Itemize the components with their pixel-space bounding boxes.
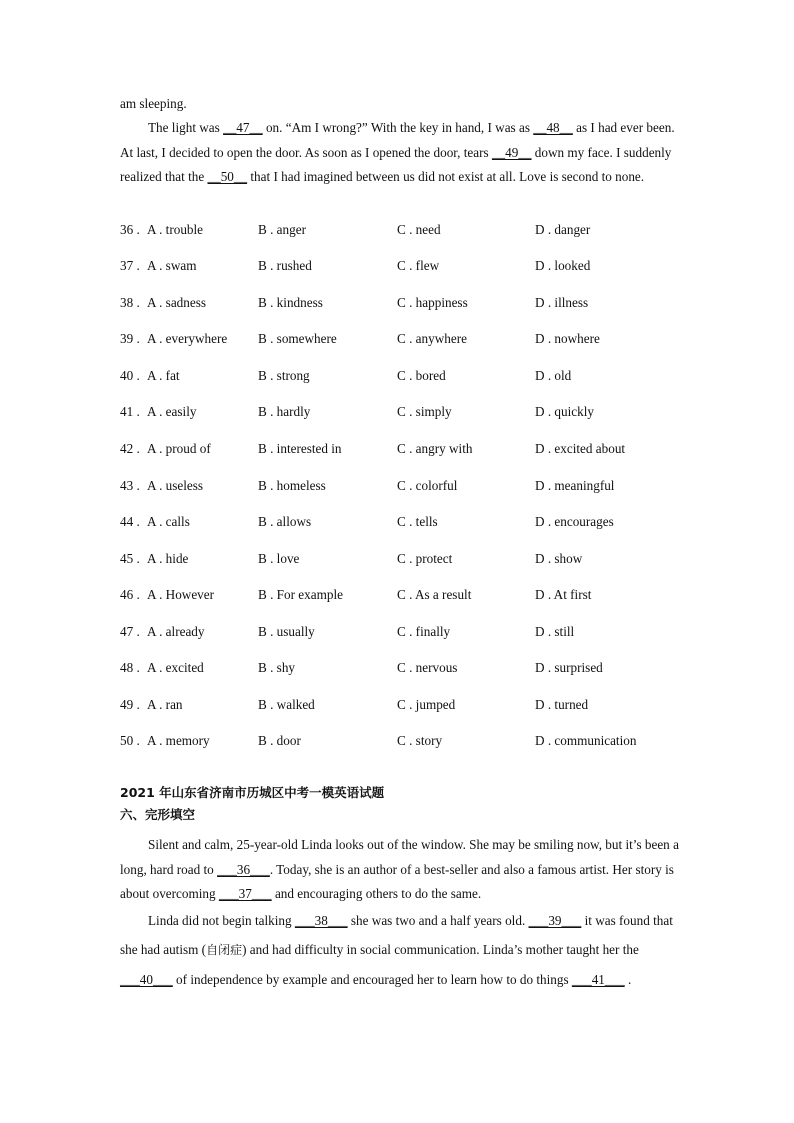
section-subtitle: 六、完形填空 [120,807,196,822]
question-row [120,368,680,388]
option-a: A . everywhere [147,331,228,346]
option-c: C . anywhere [397,331,467,346]
passage-line [120,92,680,117]
passage-text: . Today, she is an author of a best-seller and also a famous artist. Her story is about overcoming [120,861,674,901]
option-a: A . excited [147,660,204,675]
question-number: 44 . [120,514,140,529]
question-number: 39 . [120,331,140,346]
passage-text: it was found that she had autism ( [120,913,673,957]
passage-text: Silent and calm, 25-year-old Linda looks out of the window. She may be smiling now, but it’s been a long, hard road to [120,837,679,877]
question-row [120,441,680,461]
option-d: D . turned [535,697,589,712]
option-b: B . shy [258,660,296,675]
passage-text: as I had ever been. At last, I decided to open the door. As soon as I opened the door, tears [120,120,675,160]
question-row [120,258,680,278]
section-title: 2021 年山东省济南市历城区中考一模英语试题 [120,785,385,800]
option-d: D . encourages [535,514,614,529]
blank-40: ___40___ [120,972,173,987]
question-number: 37 . [120,258,140,273]
passage-paragraph [120,833,680,907]
option-d: D . old [535,368,572,383]
autism-chinese-term: 自闭症 [206,943,243,957]
option-d: D . danger [535,222,591,237]
question-number: 38 . [120,295,140,310]
option-d: D . meaningful [535,478,615,493]
passage-text: on. “Am I wrong?” With the key in hand, I was as [262,120,534,135]
option-b: B . For example [258,587,343,602]
blank-38: ___38___ [294,913,348,928]
blank-49: __49__ [491,144,532,160]
passage-text: am sleeping. [120,96,187,111]
option-c: C . story [397,733,443,748]
blank-39: ___39___ [528,913,582,928]
question-row [120,697,680,717]
blank-48: __48__ [533,120,573,135]
option-a: A . proud of [147,441,211,456]
question-row [120,331,680,351]
option-a: A . memory [147,733,210,748]
question-number: 45 . [120,551,140,566]
passage-text: of independence by example and encouraged her to learn how to do things [172,972,572,987]
question-row [120,222,680,242]
option-c: C . nervous [397,660,458,675]
question-number: 48 . [120,660,140,675]
option-c: C . bored [397,368,446,383]
question-row [120,514,680,534]
passage-text: she was two and a half years old. [347,913,529,928]
option-a: A . already [147,624,205,639]
passage-text: down my face. I suddenly realized that the [120,144,672,184]
question-number: 46 . [120,587,140,602]
option-b: B . allows [258,514,312,529]
option-c: C . flew [397,258,440,273]
option-c: C . need [397,222,441,237]
option-d: D . communication [535,733,637,748]
option-b: B . homeless [258,478,326,493]
option-a: A . ran [147,697,183,712]
option-a: A . useless [147,478,204,493]
option-b: B . love [258,551,300,566]
option-c: C . finally [397,624,451,639]
question-number: 47 . [120,624,140,639]
passage-paragraph [120,906,680,994]
option-c: C . simply [397,404,452,419]
question-row [120,624,680,644]
question-number: 42 . [120,441,140,456]
option-b: B . kindness [258,295,323,310]
passage-text: The light was [148,120,224,135]
passage-text: Linda did not begin talking [148,913,295,928]
passage-text: and encouraging others to do the same. [271,886,482,901]
question-number: 49 . [120,697,140,712]
option-b: B . hardly [258,404,311,419]
option-a: A . hide [147,551,189,566]
question-number: 43 . [120,478,140,493]
option-b: B . door [258,733,301,748]
option-a: A . sadness [147,295,206,310]
option-b: B . walked [258,697,315,712]
blank-50: __50__ [207,169,248,184]
option-d: D . excited about [535,441,626,456]
question-row [120,733,680,753]
question-number: 40 . [120,368,140,383]
question-row [120,551,680,571]
option-d: D . quickly [535,404,594,419]
option-a: A . trouble [147,222,204,237]
passage-paragraph [120,116,680,190]
option-d: D . nowhere [535,331,600,346]
option-c: C . As a result [397,587,472,602]
question-number: 50 . [120,733,140,748]
blank-41: ___41___ [571,972,625,987]
option-a: A . swam [147,258,197,273]
blank-47: __47__ [223,120,263,135]
option-c: C . jumped [397,697,456,712]
option-a: A . calls [147,514,190,529]
option-d: D . surprised [535,660,603,675]
question-number: 41 . [120,404,140,419]
option-b: B . anger [258,222,306,237]
option-b: B . rushed [258,258,312,273]
question-row [120,404,680,424]
option-c: C . colorful [397,478,458,493]
question-number: 36 . [120,222,140,237]
option-c: C . tells [397,514,438,529]
question-row [120,587,680,607]
option-d: D . illness [535,295,589,310]
question-row [120,478,680,498]
option-a: A . However [147,587,215,602]
blank-37: ___37___ [218,886,272,901]
option-c: C . protect [397,551,453,566]
option-a: A . fat [147,368,180,383]
passage-text: ) and had difficulty in social communication. Linda’s mother taught her the [242,942,639,957]
option-b: B . usually [258,624,315,639]
option-b: B . strong [258,368,310,383]
option-d: D . At first [535,587,592,602]
option-c: C . angry with [397,441,473,456]
option-c: C . happiness [397,295,468,310]
question-row [120,295,680,315]
option-d: D . show [535,551,583,566]
question-row [120,660,680,680]
option-b: B . interested in [258,441,342,456]
option-b: B . somewhere [258,331,337,346]
option-d: D . looked [535,258,591,273]
passage-text: that I had imagined between us did not exist at all. Love is second to none. [247,169,645,184]
option-d: D . still [535,624,575,639]
passage-text: . [624,972,632,987]
blank-36: ___36___ [217,861,270,877]
option-a: A . easily [147,404,197,419]
